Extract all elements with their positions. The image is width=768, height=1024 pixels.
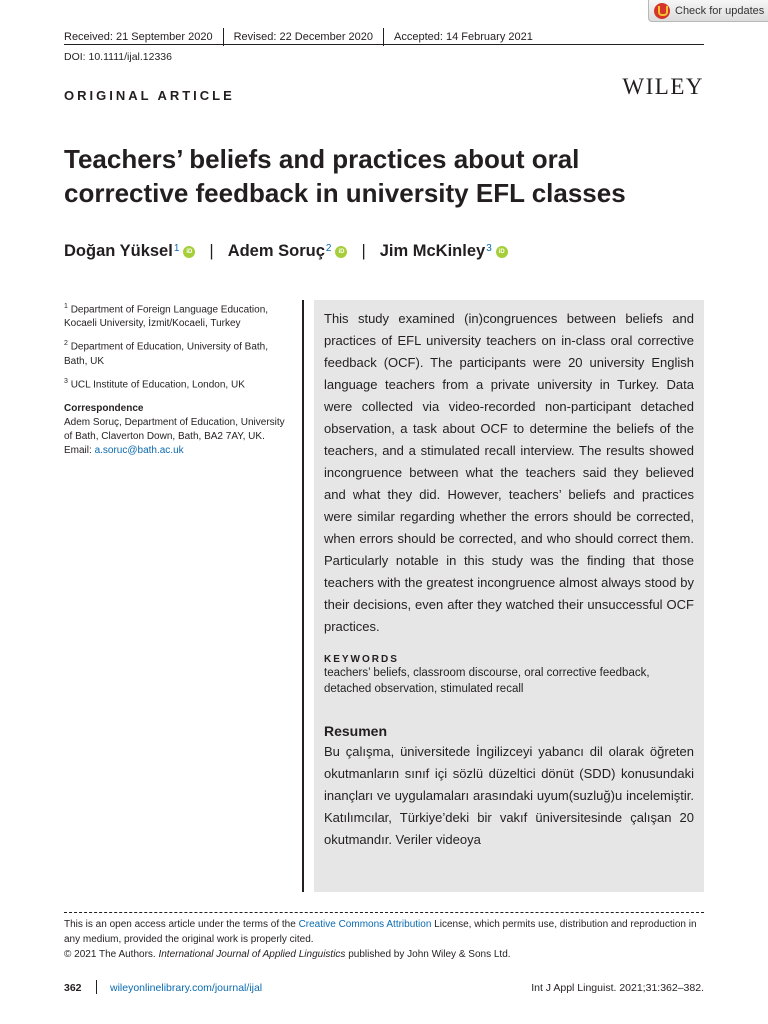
keywords-heading: KEYWORDS — [324, 654, 399, 665]
resumen-text: Bu çalışma, üniversitede İngilizceyi yabancı dil olarak öğreten okutmanların sınıf içi sözlü düzeltici dönüt (SDD) konusundaki inançları ve uygulamaları arasındaki uyum(suzluğ)u incelemiştir. Katılımcılar, Türkiye’deki bir vakıf üniversitesinde çalışan 20 okutmandır. Veriler videoya — [324, 744, 694, 847]
abstract-panel — [314, 300, 704, 892]
author-1 — [64, 242, 195, 261]
check-for-updates-button[interactable] — [648, 0, 768, 22]
abstract-text: This study examined (in)congruences between beliefs and practices of EFL university teachers on in-class oral corrective feedback (OCF). The participants were 20 university English language teachers from a private university in Turkey. Data were collected via video-recorded non-participant detached observation, a task about OCF to determine the beliefs of the teachers, and a stimulated recall interview. The results showed incongruence between what the teachers said they believed and what they did. However, teachers’ beliefs and practices were similar regarding whether the errors should be corrected, when errors should be corrected, and who should correct them. Particularly notable in this study was the finding that those teachers with the greatest incongruence almost always stood by their decisions, even after they watched their unsuccessful OCF practices. — [324, 311, 694, 634]
orcid-icon[interactable]: iD — [335, 246, 347, 258]
author-separator: | — [361, 242, 366, 260]
affiliation-1: $^1$ Department of Foreign Language Education, Kocaeli University, İzmit/Kocaeli, Turkey — [64, 303, 269, 330]
resumen-heading: Resumen — [324, 723, 388, 739]
license-footer — [64, 917, 704, 962]
page-number: 362 — [64, 982, 82, 994]
received-date: Received: 21 September 2020 — [64, 31, 213, 43]
author-name: Doğan Yüksel — [64, 242, 173, 260]
correspondence-text: Adem Soruç, Department of Education, University of Bath, Claverton Down, Bath, BA2 7AY, UK. — [64, 416, 285, 442]
affiliation-ref[interactable]: 3 — [486, 243, 492, 254]
section-label: ORIGINAL ARTICLE — [64, 88, 235, 103]
page-number-divider — [96, 980, 97, 994]
author-2 — [228, 242, 348, 261]
keywords-text: teachers’ beliefs, classroom discourse, oral corrective feedback, detached observation, stimulated recall — [324, 667, 650, 695]
author-name: Adem Soruç — [227, 242, 325, 260]
copyright-text: © 2021 The Authors. International Journal of Applied Linguistics published by John Wiley & Sons Ltd. — [64, 949, 511, 960]
abstract-side-rule — [302, 300, 304, 892]
affiliation-ref[interactable]: 2 — [325, 243, 332, 254]
citation: Int J Appl Linguist. 2021;31:362–382. — [531, 982, 704, 994]
orcid-icon[interactable]: iD — [496, 246, 508, 258]
affiliations — [64, 300, 294, 458]
footer-divider — [64, 912, 704, 913]
author-name: Jim McKinley — [379, 242, 486, 260]
affiliation-3: $^3$ UCL Institute of Education, London, UK — [64, 377, 245, 390]
accepted-date: Accepted: 14 February 2021 — [383, 28, 543, 46]
revised-date: Revised: 22 December 2020 — [223, 28, 383, 46]
affiliation-ref[interactable]: 1 — [173, 243, 180, 254]
journal-url-link[interactable]: wileyonlinelibrary.com/journal/ijal — [110, 982, 263, 994]
publisher-logo: WILEY — [622, 74, 704, 99]
crossmark-icon — [654, 3, 670, 19]
affiliation-2: $^2$ Department of Education, University of Bath, Bath, UK — [64, 340, 269, 367]
article-title: Teachers’ beliefs and practices about oral corrective feedback in university EFL classes — [64, 144, 626, 208]
check-for-updates-label: Check for updates — [675, 4, 765, 17]
license-text: This is an open access article under the terms of the Creative Commons Attribution License, which permits use, distribution and reproduction in any medium, provided the original work is properly cited. — [64, 919, 697, 945]
license-link[interactable]: Creative Commons Attribution — [298, 919, 432, 930]
header-divider — [64, 44, 704, 45]
email-link[interactable]: a.soruc@bath.ac.uk — [94, 444, 184, 456]
correspondence-heading: Correspondence — [64, 402, 144, 414]
correspondence-email: Email: a.soruc@bath.ac.uk — [64, 444, 184, 456]
doi[interactable]: DOI: 10.1111/ijal.12336 — [64, 51, 172, 63]
author-list — [64, 242, 508, 261]
author-separator: | — [209, 242, 214, 260]
author-3 — [380, 242, 508, 261]
orcid-icon[interactable]: iD — [183, 246, 195, 258]
